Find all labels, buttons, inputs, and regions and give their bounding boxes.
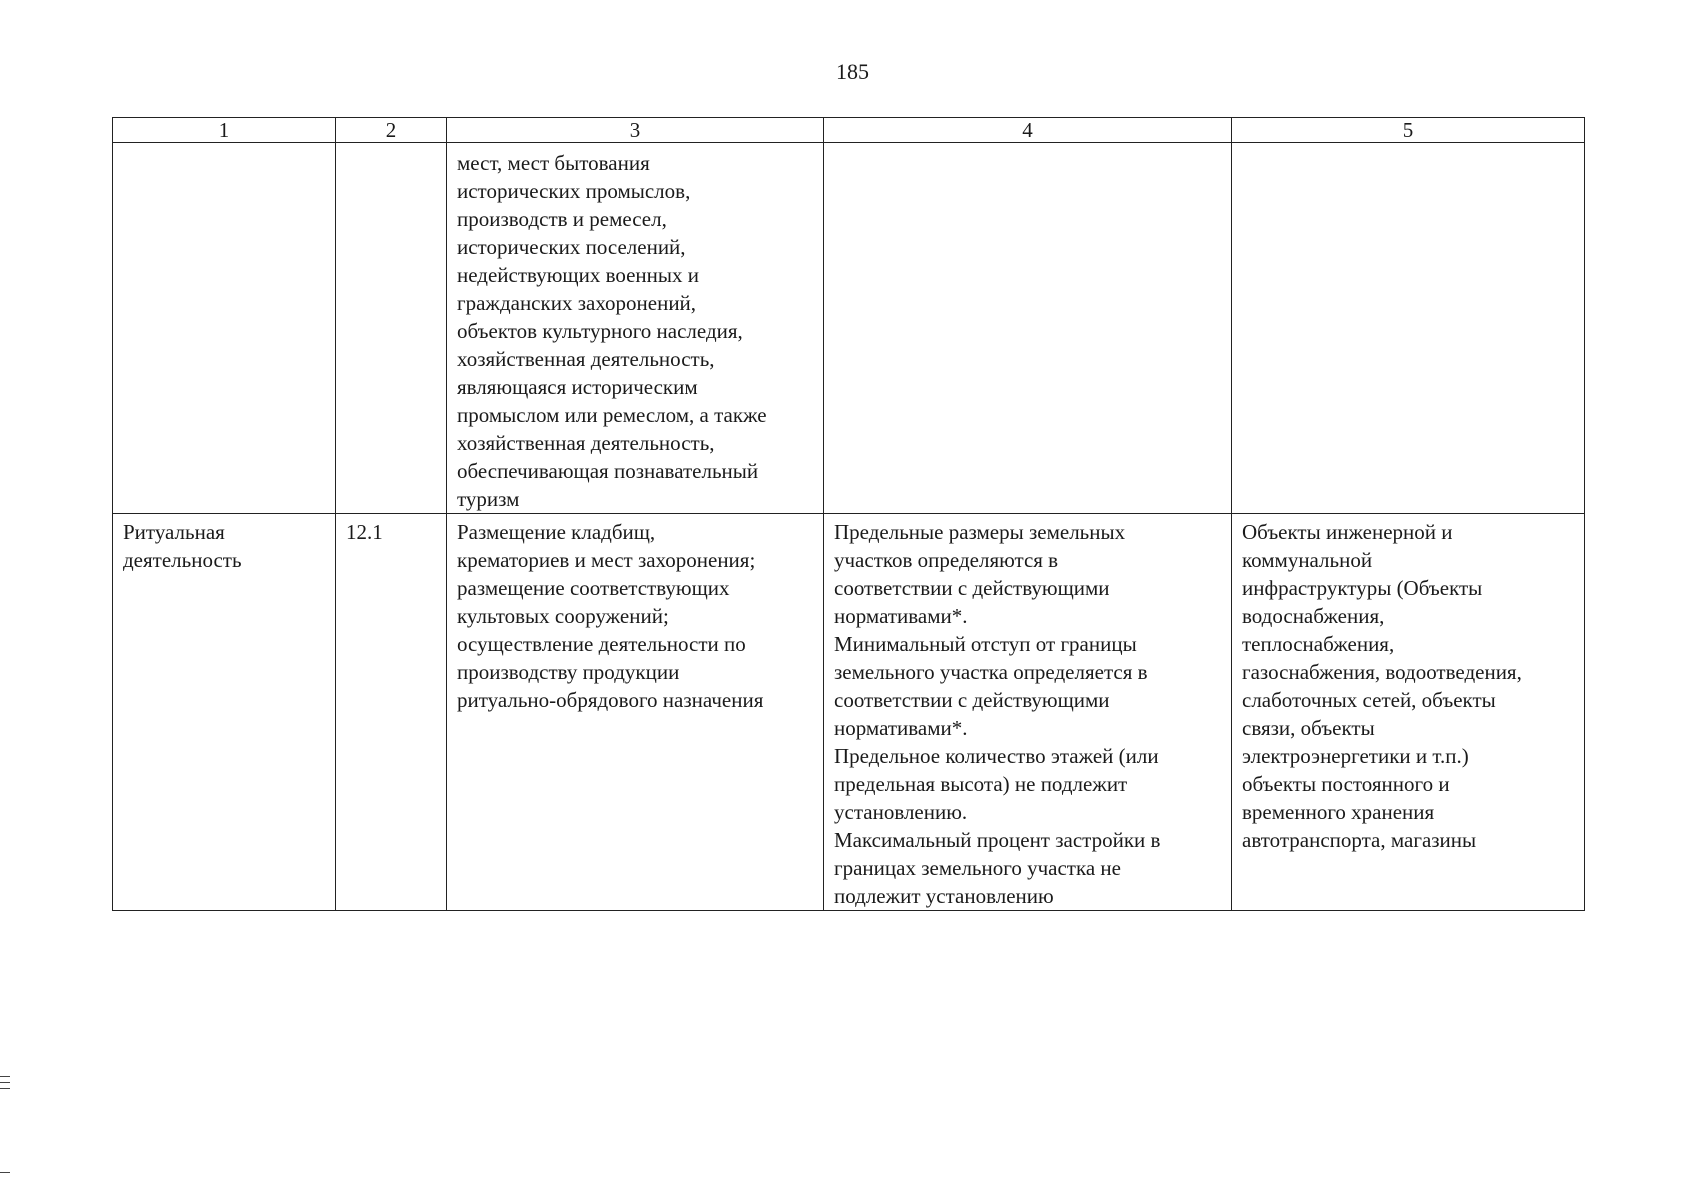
header-col-5: 5: [1232, 118, 1585, 143]
cell-activity-type: [113, 143, 336, 514]
scan-mark: [0, 1082, 10, 1083]
header-col-3: 3: [447, 118, 824, 143]
cell-code: [336, 514, 447, 911]
cell-parameters: [824, 514, 1232, 911]
activity-code-text: 12.1: [346, 520, 383, 544]
scan-mark: [0, 1088, 10, 1089]
cell-auxiliary-uses: [1232, 514, 1585, 911]
page-number: 185: [836, 59, 869, 84]
cell-activity-type: [113, 514, 336, 911]
cell-description: [447, 143, 824, 514]
cell-auxiliary-uses: [1232, 143, 1585, 514]
cell-code: [336, 143, 447, 514]
activity-type-text: Ритуальная деятельность: [123, 520, 242, 572]
table-row-ritual: [113, 514, 1585, 911]
cell-description: [447, 514, 824, 911]
table-row-continuation: [113, 143, 1585, 514]
cell-parameters: [824, 143, 1232, 514]
header-col-2: 2: [336, 118, 447, 143]
auxiliary-uses-text: Объекты инженерной и коммунальной инфраструктуры (Объекты водоснабжения, теплоснабжения, газоснабжения, водоотведения, слаботочных сетей, объекты связи, объекты электроэнергетики и т.п.) объекты постоянного и временного хранения автотранспорта, магазины: [1242, 520, 1522, 852]
header-col-1: 1: [113, 118, 336, 143]
parameters-text: Предельные размеры земельных участков определяются в соответствии с действующими нормативами*. Минимальный отступ от границы земельного участка определяется в соответствии с действующими нормативами*. Предельное количество этажей (или предельная высота) не подлежит установлению. Максимальный процент застройки в границах земельного участка не подлежит установлению: [834, 520, 1161, 908]
header-row: [113, 118, 1585, 143]
header-col-4: 4: [824, 118, 1232, 143]
scan-mark: [0, 1172, 10, 1173]
description-text: Размещение кладбищ, крематориев и мест захоронения; размещение соответствующих культовых сооружений; осуществление деятельности по производству продукции ритуально-обрядового назначения: [457, 520, 764, 712]
zoning-table: [112, 117, 1585, 911]
description-text: мест, мест бытования исторических промыслов, производств и ремесел, исторических поселений, недействующих военных и гражданских захоронений, объектов культурного наследия, хозяйственная деятельность, являющаяся историческим промыслом или ремеслом, а также хозяйственная деятельность, обеспечивающая познавательный туризм: [457, 151, 767, 511]
scan-mark: [0, 1076, 10, 1077]
